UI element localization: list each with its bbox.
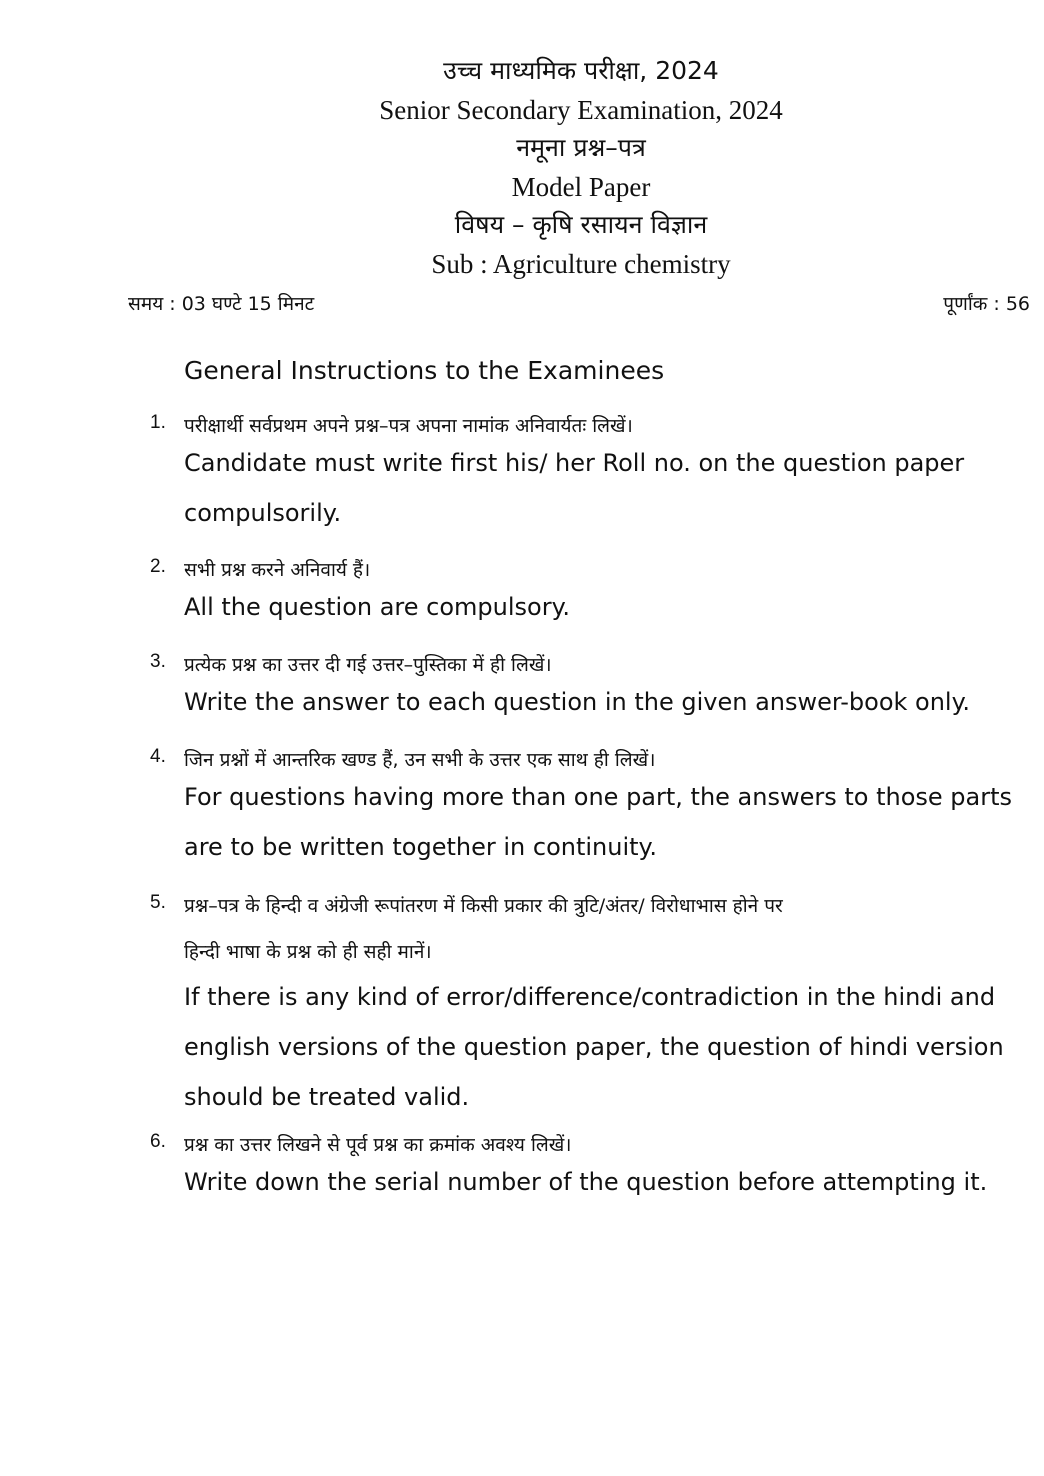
time-allowed: समय : 03 घण्टे 15 मिनट [128,293,315,315]
item-hindi-text-continued: हिन्दी भाषा के प्रश्न को ही सही मानें। [184,941,432,963]
item-english-text: Candidate must write first his/ her Roll no. on the question paper compulsorily. [184,449,965,527]
item-english-text: For questions having more than one part, the answers to those parts are to be written together in continuity. [184,783,1013,861]
item-hindi-text: प्रश्न का उत्तर लिखने से पूर्व प्रश्न का क्रमांक अवश्य लिखें। [184,1134,572,1156]
item-english-text: All the question are compulsory. [184,593,570,621]
hindi-paper-type: नमूना प्रश्न–पत्र [516,133,646,162]
item-english-text: If there is any kind of error/difference/contradiction in the hindi and english versions of the question paper, the question of hindi version should be treated valid. [184,983,1004,1111]
english-paper-type: Model Paper [511,171,651,202]
item-english-text: Write the answer to each question in the given answer-book only. [184,688,971,716]
hindi-subject: विषय – कृषि रसायन विज्ञान [454,210,708,239]
item-hindi-text: सभी प्रश्न करने अनिवार्य हैं। [184,559,371,581]
instructions-title: General Instructions to the Examinees [184,356,665,385]
hindi-exam-title: उच्च माध्यमिक परीक्षा, 2024 [443,56,719,85]
item-hindi-text: प्रश्न–पत्र के हिन्दी व अंग्रेजी रूपांतरण में किसी प्रकार की त्रुटि/अंतर/ विरोधाभास होने पर [184,895,783,917]
item-number: 3. [150,651,166,672]
item-number: 4. [150,746,166,767]
item-hindi-text: प्रत्येक प्रश्न का उत्तर दी गई उत्तर–पुस्तिका में ही लिखें। [184,654,552,676]
item-hindi-text: जिन प्रश्नों में आन्तरिक खण्ड हैं, उन सभी के उत्तर एक साथ ही लिखें। [184,749,656,771]
item-number: 5. [150,892,166,913]
english-exam-title: Senior Secondary Examination, 2024 [379,94,783,125]
item-english-text: Write down the serial number of the question before attempting it. [184,1168,988,1196]
english-subject: Sub : Agriculture chemistry [431,248,731,279]
paper-header [0,52,1044,283]
item-hindi-text: परीक्षार्थी सर्वप्रथम अपने प्रश्न–पत्र अपना नामांक अनिवार्यतः लिखें। [184,415,633,437]
item-number: 2. [150,556,166,577]
total-marks: पूर्णांक : 56 [943,293,1030,315]
item-number: 6. [150,1131,166,1152]
item-number: 1. [150,412,166,433]
